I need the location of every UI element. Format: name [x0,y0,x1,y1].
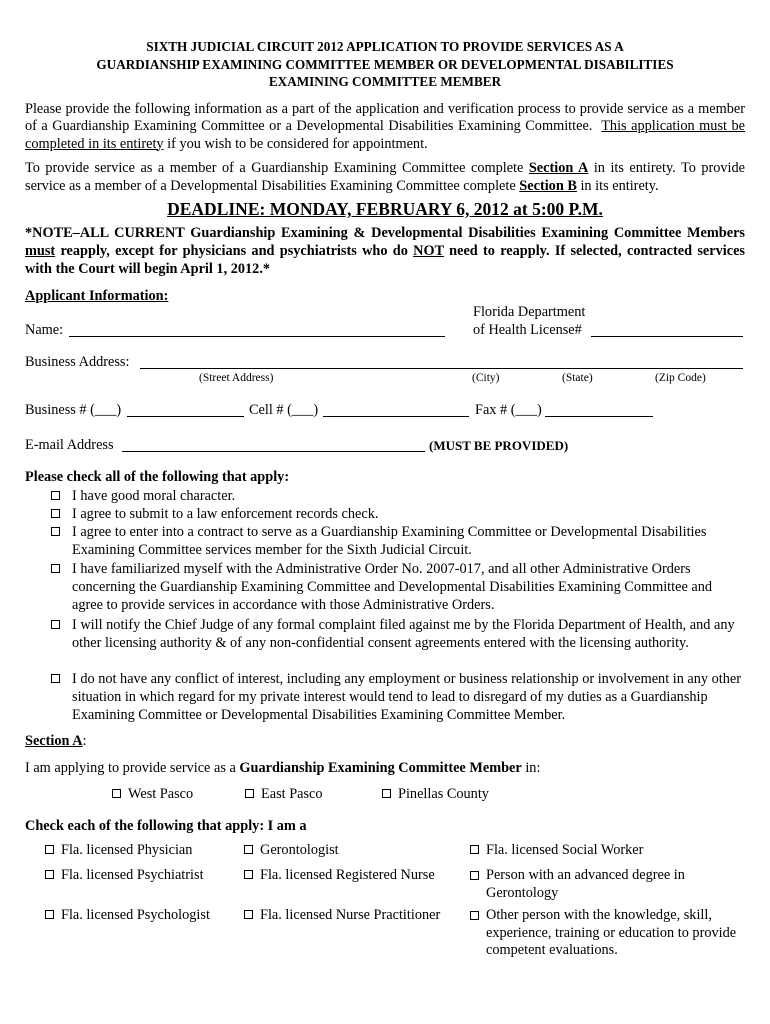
note-text-1: *NOTE–ALL CURRENT Guardianship Examining & Developmental Disabilities Examining Committee Members [25,225,745,241]
check-item[interactable] [72,487,742,505]
checkbox[interactable] [244,845,253,854]
state-hint: (State) [562,372,593,384]
section-a-colon: : [82,733,87,749]
business-address-label: Business Address: [25,354,130,370]
check-item-text: I agree to submit to a law enforcement records check. [72,506,379,522]
checkbox[interactable] [45,910,54,919]
application-page [25,38,745,967]
check-item[interactable] [72,560,742,615]
check-item-text: I do not have any conflict of interest, including any employment or business relationship or involvement in any other situation in which regard for my private interest would tend to lead to disregard of my duties as a Guardianship Examining Committee or Developmental Disabilities Examining Committee Member. [72,671,742,724]
qual-registered-nurse[interactable] [244,867,435,885]
checkbox[interactable] [45,845,54,854]
title-line-3: EXAMINING COMMITTEE MEMBER [268,74,502,89]
check-item-text: I will notify the Chief Judge of any formal complaint filed against me by the Florida Department of Health, and any other licensing authority & of any non-confidential consent agreements entered with the licensing authority. [72,617,735,652]
location-west-pasco[interactable] [112,786,193,803]
qual-label: Fla. licensed Psychiatrist [61,867,204,883]
license-field[interactable] [591,322,743,337]
checkbox[interactable] [45,870,54,879]
qual-label: Person with an advanced degree in Gerontology [486,867,685,901]
fax-label: Fax # (___) [475,402,542,418]
location-label: East Pasco [261,786,323,802]
checkbox[interactable] [51,527,60,536]
qual-label: Fla. licensed Physician [61,842,193,858]
check-item-text: I have good moral character. [72,488,236,504]
qual-label: Other person with the knowledge, skill, experience, training or education to provide competent evaluations. [486,907,737,958]
qual-label: Fla. licensed Social Worker [486,842,644,858]
qual-label: Fla. licensed Registered Nurse [260,867,435,883]
check-item-text: I agree to enter into a contract to serve as a Guardianship Examining Committee or Developmental Disabilities Examining Committee services member for the Sixth Judicial Circuit. [72,524,707,559]
note-text-2: reapply, except for physicians and psychiatrists who do [55,243,414,259]
applicant-heading: Applicant Information: [25,288,169,304]
qual-other-person[interactable] [470,907,740,960]
checkbox[interactable] [112,789,121,798]
checkbox[interactable] [244,910,253,919]
checklist [25,486,745,732]
qualifications-grid [25,842,745,967]
city-hint: (City) [472,372,500,384]
check-item[interactable] [72,505,742,523]
applying-text-2: in: [521,760,541,776]
qual-label: Fla. licensed Psychologist [61,907,210,923]
qual-label: Fla. licensed Nurse Practitioner [260,907,441,923]
license-label-2: of Health License# [473,322,582,338]
checkbox[interactable] [51,509,60,518]
checkbox[interactable] [470,911,479,920]
qual-social-worker[interactable] [470,842,740,860]
checkbox[interactable] [245,789,254,798]
checkbox[interactable] [470,871,479,880]
intro-underlined: This application must be completed in its entirety [25,118,746,152]
cell-label: Cell # (___) [249,402,319,418]
intro-paragraph [25,101,745,154]
qual-physician[interactable] [45,842,192,860]
sections-text-1: To provide service as a member of a Guardianship Examining Committee complete [25,160,529,176]
business-phone-field[interactable] [127,402,244,417]
qual-label: Gerontologist [260,842,339,858]
name-label: Name: [25,322,64,338]
qual-nurse-practitioner[interactable] [244,907,440,925]
cell-field[interactable] [323,402,469,417]
reapply-note [25,224,745,278]
applicant-info [25,288,745,460]
checkbox[interactable] [51,674,60,683]
email-field[interactable] [122,437,425,452]
qual-gerontologist[interactable] [244,842,339,860]
location-east-pasco[interactable] [245,786,323,803]
check-item-text: I have familiarized myself with the Administrative Order No. 2007-017, and all other Administrative Orders concerning the Guardianship Examining Committee and Developmental Disabilities Examining Committee and agree to provide services in accordance with those Administrative Orders. [72,561,713,614]
section-a-title: Section A [25,733,83,749]
deadline: DEADLINE: MONDAY, FEBRUARY 6, 2012 at 5:00 P.M. [167,199,603,219]
sections-paragraph [25,160,745,195]
check-item[interactable] [72,616,742,652]
email-required-note: (MUST BE PROVIDED) [429,438,569,453]
fax-field[interactable] [545,402,653,417]
title-line-2: GUARDIANSHIP EXAMINING COMMITTEE MEMBER OR DEVELOPMENTAL DISABILITIES [96,56,674,72]
qual-psychiatrist[interactable] [45,867,204,885]
note-not: NOT [413,243,444,259]
qual-advanced-degree[interactable] [470,867,700,902]
zip-hint: (Zip Code) [655,372,706,384]
location-label: West Pasco [128,786,194,802]
section-a-heading [25,732,745,750]
location-options [25,786,745,804]
checkbox[interactable] [382,789,391,798]
qualifications-heading: Check each of the following that apply: I am a [25,818,307,834]
section-a-ref: Section A [528,160,589,176]
location-label: Pinellas County [398,786,489,802]
applying-text-1: I am applying to provide service as a [25,760,240,776]
qual-psychologist[interactable] [45,907,210,925]
intro-text: Please provide the following information as a part of the application and verification process to provide service as a member of a Guardianship Examining Committee or a Developmental Disabilities Examining Committee. [25,100,745,134]
business-address-field[interactable] [140,354,743,369]
email-label: E-mail Address [25,437,114,453]
sections-text-3: in its entirety. [576,177,659,194]
document-title [25,38,745,91]
sections-text-2: in its entirety. To provide service as a member of a Developmental Disabilities Examining Committee complete [25,160,745,194]
note-must: must [25,243,56,259]
note-text-3: need to reapply. If selected, contracted services with the Court will begin April 1, 2012.* [25,243,745,277]
title-line-1: SIXTH JUDICIAL CIRCUIT 2012 APPLICATION TO PROVIDE SERVICES AS A [146,39,624,54]
name-field[interactable] [69,322,445,337]
checkbox[interactable] [51,564,60,573]
business-phone-label: Business # (___) [25,402,122,418]
check-item[interactable] [72,670,742,725]
intro-tail: if you wish to be considered for appointment. [163,135,428,152]
location-pinellas-county[interactable] [382,786,489,803]
license-label-1: Florida Department [473,304,586,320]
checkbox[interactable] [244,870,253,879]
checkbox[interactable] [51,491,60,500]
applying-statement [25,759,745,777]
street-hint: (Street Address) [199,372,274,384]
section-b-ref: Section B [519,177,577,194]
applying-role: Guardianship Examining Committee Member [239,760,522,776]
checkbox[interactable] [51,620,60,629]
checklist-heading: Please check all of the following that apply: [25,469,290,485]
check-item[interactable] [72,523,742,559]
checkbox[interactable] [470,845,479,854]
